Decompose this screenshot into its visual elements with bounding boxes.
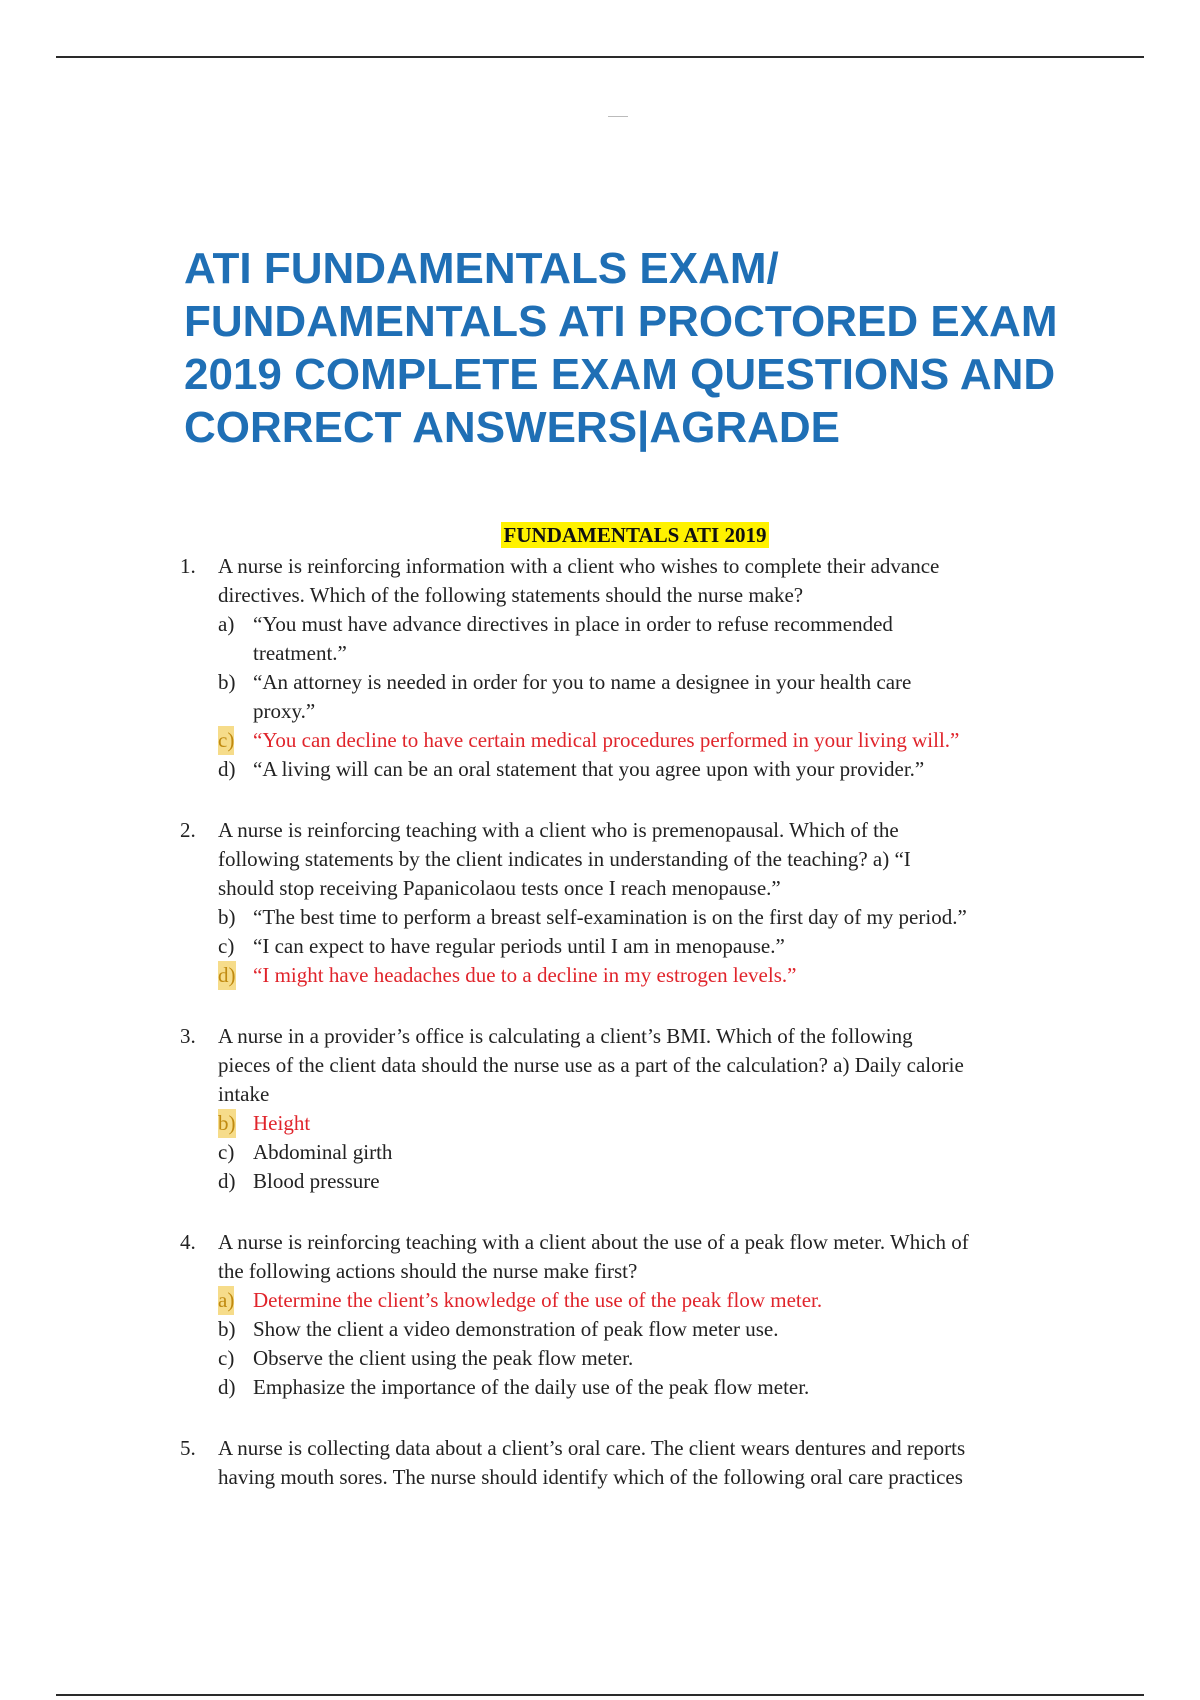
option-letter: a) [218, 1286, 234, 1315]
option-text: Show the client a video demonstration of peak flow meter use. [253, 1317, 779, 1341]
answer-options [218, 1109, 1100, 1196]
bottom-divider [56, 1694, 1144, 1696]
option-letter: d) [218, 757, 236, 781]
answer-options [218, 1286, 1100, 1402]
question-number: 3. [180, 1024, 196, 1048]
question-number: 1. [180, 554, 196, 578]
question-item [180, 552, 1100, 784]
stem-line: directives. Which of the following statements should the nurse make? [218, 583, 804, 607]
title-line: ATI FUNDAMENTALS EXAM/ [184, 244, 779, 293]
question-item [180, 1434, 1100, 1492]
answer-options [218, 903, 1100, 990]
option-text: treatment.” [253, 641, 347, 665]
question-number: 5. [180, 1436, 196, 1460]
option-letter: c) [218, 934, 235, 958]
option-letter: b) [218, 905, 236, 929]
title-line: CORRECT ANSWERS|AGRADE [184, 403, 841, 452]
option-letter: b) [218, 1109, 236, 1138]
option-text: Abdominal girth [253, 1140, 393, 1164]
option-text: Emphasize the importance of the daily use of the peak flow meter. [253, 1375, 810, 1399]
top-divider [56, 56, 1144, 58]
option-letter: c) [218, 1346, 235, 1370]
option-text: Blood pressure [253, 1169, 380, 1193]
option-text: “A living will can be an oral statement that you agree upon with your provider.” [253, 757, 925, 781]
question-stem [218, 552, 1100, 610]
option-text: Observe the client using the peak flow meter. [253, 1346, 634, 1370]
answer-option [218, 668, 1100, 726]
stem-line: A nurse is collecting data about a client’s oral care. The client wears dentures and reports [218, 1436, 966, 1460]
stem-line: having mouth sores. The nurse should identify which of the following oral care practices [218, 1465, 963, 1489]
answer-option [218, 1373, 1100, 1402]
correct-answer-option [218, 726, 1100, 755]
title-line: FUNDAMENTALS ATI PROCTORED EXAM [184, 297, 1058, 346]
stem-line: following statements by the client indicates in understanding of the teaching? a) “I [218, 847, 911, 871]
answer-option [218, 903, 1100, 932]
stem-line: A nurse is reinforcing information with a client who wishes to complete their advance [218, 554, 940, 578]
stem-line: A nurse in a provider’s office is calculating a client’s BMI. Which of the following [218, 1024, 913, 1048]
answer-option [218, 1138, 1100, 1167]
stem-line: intake [218, 1082, 270, 1106]
option-text: “I might have headaches due to a decline in my estrogen levels.” [253, 963, 797, 987]
question-stem [218, 1228, 1100, 1286]
correct-answer-option [218, 1109, 1100, 1138]
answer-option [218, 1167, 1100, 1196]
stem-line: A nurse is reinforcing teaching with a client who is premenopausal. Which of the [218, 818, 899, 842]
question-stem [218, 1434, 1100, 1492]
section-heading-text: FUNDAMENTALS ATI 2019 [501, 522, 770, 548]
option-text: “The best time to perform a breast self-examination is on the first day of my period.” [253, 905, 967, 929]
stem-line: pieces of the client data should the nurse use as a part of the calculation? a) Daily calorie [218, 1053, 964, 1077]
question-item [180, 1228, 1100, 1402]
page-mark [608, 116, 628, 117]
stem-line: should stop receiving Papanicolaou tests once I reach menopause.” [218, 876, 781, 900]
answer-option [218, 1315, 1100, 1344]
option-letter: d) [218, 961, 236, 990]
correct-answer-option [218, 961, 1100, 990]
stem-line: the following actions should the nurse make first? [218, 1259, 638, 1283]
question-number: 4. [180, 1230, 196, 1254]
option-text: “You can decline to have certain medical procedures performed in your living will.” [253, 728, 960, 752]
answer-option [218, 610, 1100, 668]
answer-option [218, 755, 1100, 784]
stem-line: A nurse is reinforcing teaching with a client about the use of a peak flow meter. Which of [218, 1230, 969, 1254]
section-heading [0, 522, 1200, 548]
question-stem [218, 816, 1100, 903]
option-letter: c) [218, 726, 234, 755]
answer-option [218, 1344, 1100, 1373]
option-letter: d) [218, 1169, 236, 1193]
answer-options [218, 610, 1100, 784]
option-text: “I can expect to have regular periods until I am in menopause.” [253, 934, 785, 958]
option-text: Determine the client’s knowledge of the use of the peak flow meter. [253, 1288, 823, 1312]
option-text: “An attorney is needed in order for you to name a designee in your health care [253, 670, 912, 694]
document-title [184, 242, 1084, 454]
correct-answer-option [218, 1286, 1100, 1315]
answer-option [218, 932, 1100, 961]
option-text: Height [253, 1111, 311, 1135]
question-number: 2. [180, 818, 196, 842]
option-letter: d) [218, 1375, 236, 1399]
question-item [180, 1022, 1100, 1196]
option-letter: c) [218, 1140, 235, 1164]
option-letter: b) [218, 670, 236, 694]
question-list [180, 552, 1100, 1524]
option-letter: a) [218, 612, 235, 636]
option-text: “You must have advance directives in place in order to refuse recommended [253, 612, 893, 636]
title-line: 2019 COMPLETE EXAM QUESTIONS AND [184, 350, 1056, 399]
option-text: proxy.” [253, 699, 316, 723]
option-letter: b) [218, 1317, 236, 1341]
question-item [180, 816, 1100, 990]
question-stem [218, 1022, 1100, 1109]
